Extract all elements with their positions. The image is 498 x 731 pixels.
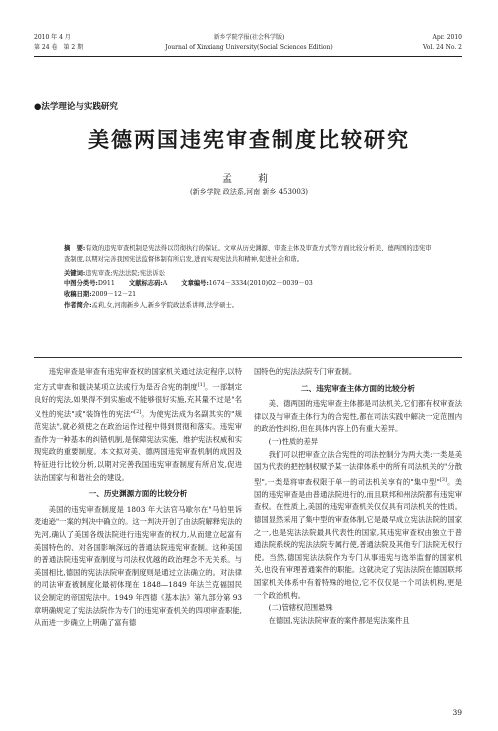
clc-label: 中图分类号:	[64, 280, 98, 288]
received-value: 2009－12－21	[91, 291, 137, 299]
classification-row	[64, 279, 436, 290]
citation-3: [3]	[439, 476, 447, 483]
keywords-label: 关键词:	[64, 269, 86, 277]
doc-item	[129, 279, 167, 290]
doc-value: A	[162, 280, 168, 288]
section-heading-1: 一、历史渊源方面的比较分析	[88, 489, 188, 499]
left-column	[34, 366, 242, 630]
continued-paragraph: 国特色的宪法法院专门审查制。	[254, 367, 357, 376]
subheading-nature: (一)性质的差异	[268, 436, 319, 446]
author-bio	[64, 301, 436, 312]
history-paragraph: 美国的违宪审查制度是 1803 年大法官马歇尔在"马伯里诉麦迪逊"一案的判决中确立的。这一判决开创了由法院解释宪法的先河,确认了美国各级法院进行违宪审查的权力,从而建立起富有美国特色的、对各国影响深远的普通法院违宪审查制。这种美国的普通法院违宪审查制度与司法权优越的政治理念不无关系。与美国相比,德国的宪法法院审查制度则是通过立法确立的。对法律的司法审查被制度化最初体现在 1848—1849 年法兰克福国民议会制定的帝国宪法中。1949 年西德《基本法》第九部分第 93 章明确规定了宪法法院作为专门的违宪审查机关的四项审查职能,从而进一步确立上明确了富有德	[34, 504, 242, 628]
header-volume-en: Vol. 24 No. 2	[422, 44, 462, 51]
section-heading-2: 二、违宪审查主体方面的比较分析	[301, 383, 415, 393]
jurisdiction-paragraph: 在德国,宪法法院审查的案件都是宪法案件且	[268, 615, 410, 625]
keywords	[64, 269, 436, 280]
section-tag: ●法学理论与实践研究	[34, 102, 118, 112]
article-label: 文章编号:	[181, 280, 209, 288]
article-item	[181, 279, 312, 290]
abstract	[64, 244, 436, 266]
received-date	[64, 290, 436, 301]
author-name: 孟 莉	[222, 174, 276, 185]
page-number: 39	[452, 708, 462, 717]
citation-1: [1]	[197, 381, 205, 388]
journal-name-en: Journal of Xinxiang University(Social Sciences Edition)	[165, 44, 333, 51]
running-header-right	[423, 33, 462, 53]
header-rule	[34, 56, 462, 57]
right-column	[254, 366, 462, 627]
received-label: 收稿日期:	[64, 291, 92, 299]
bio-value: 孟莉,女,河南新乡人,新乡学院政法系讲师,法学硕士。	[91, 301, 239, 309]
nature-paragraph	[254, 449, 462, 603]
subheading-jurisdiction: (二)管辖权范围悬殊	[268, 603, 333, 613]
header-date-en: Apr. 2010	[432, 34, 462, 41]
article-value: 1674－3334(2010)02－0039－03	[208, 280, 313, 288]
author-affiliation: (新乡学院 政法系,河南 新乡 453003)	[189, 188, 309, 196]
keywords-text: 违宪审查;宪法法院;宪法诉讼	[85, 269, 166, 277]
clc-value: D911	[97, 280, 115, 288]
nature-text-2: 。美国的违宪审查是由普通法院进行的,而且联邦和州法院都有违宪审查权。在性质上,美国的违宪审查机关仅仅具有司法机关的性质。德国显然采用了集中型的审查体制,它是最早成立宪法法院的国家之一,也是宪法法院最具代表性的国家,其违宪审查权由独立于普通法院系统的宪法法院专属行使,普通法院及其他专门法院无权行使。当然,德国宪法法院作为专门从事违宪与选举监督的国家机关,也没有审理普通案件的职能。这就决定了宪法法院在德国联邦国家机关体系中有着特殊的地位,它不仅仅是一个司法机构,更是一个政治机构。	[254, 477, 462, 600]
intro-text-2: 。一部制定良好的宪法,如果得不到实施或不能够很好实施,充其量不过是"名义性的宪法"或"装饰性的宪法"	[34, 382, 243, 419]
intro-text-3: 。为使宪法成为名副其实的"规范宪法",就必须使之在政治运作过程中得到贯彻和落实。违宪审查作为一种基本的纠错机制,是保障宪法实施、维护宪法权威和实现宪政的重要制度。本文拟对美、德两国违宪审查机制的成因及特征进行比较分析,以期对完善我国违宪审查制度有所启发,促进法治国家与和谐社会的建设。	[34, 409, 242, 482]
bio-label: 作者简介:	[64, 301, 92, 309]
article-title: 美德两国违宪审查制度比较研究	[88, 128, 410, 152]
abstract-label: 摘 要:	[64, 245, 86, 252]
journal-name-cn: 新乡学院学报(社会科学版)	[213, 34, 285, 41]
subject-paragraph: 美、德两国的违宪审查主体都是司法机关,它们都有权审查法律以及与审查主体行为的合宪性,都在司法实践中解决一定范围内的政治性纠纷,但在具体内容上仍有重大差异。	[254, 399, 462, 434]
clc-item	[64, 279, 115, 290]
citation-2: [2]	[134, 409, 142, 416]
doc-label: 文献标志码:	[128, 280, 163, 288]
abstract-rule	[34, 357, 462, 358]
header-volume: 第 24 卷 第 2 期	[34, 44, 84, 51]
nature-text-1: 我们可以把审查立法合宪性的司法控制分为两大类:一类是美国为代表的把控制权赋予某一法律体系中的所有司法机关的"分散型",一类是将审查权限于单一的司法机关享有的"集中型"	[254, 449, 462, 487]
intro-paragraph	[34, 366, 242, 484]
abstract-block	[64, 244, 436, 312]
intro-text-1: 违宪审查是审查有违宪审查权的国家机关通过法定程序,以特定方式审查和裁决某项立法或行为是否合宪的制度	[34, 367, 242, 392]
abstract-text: 有效的违宪审查机制是宪法得以贯彻执行的保证。文章从历史渊源、审查主体及审查方式等方面比较分析美、德两国的违宪审查制度,以期对完善我国宪法监督体制有所启发,进而实现宪法共和精神,促进社会和谐。	[64, 245, 432, 263]
header-date: 2010 年 4 月	[34, 34, 71, 41]
